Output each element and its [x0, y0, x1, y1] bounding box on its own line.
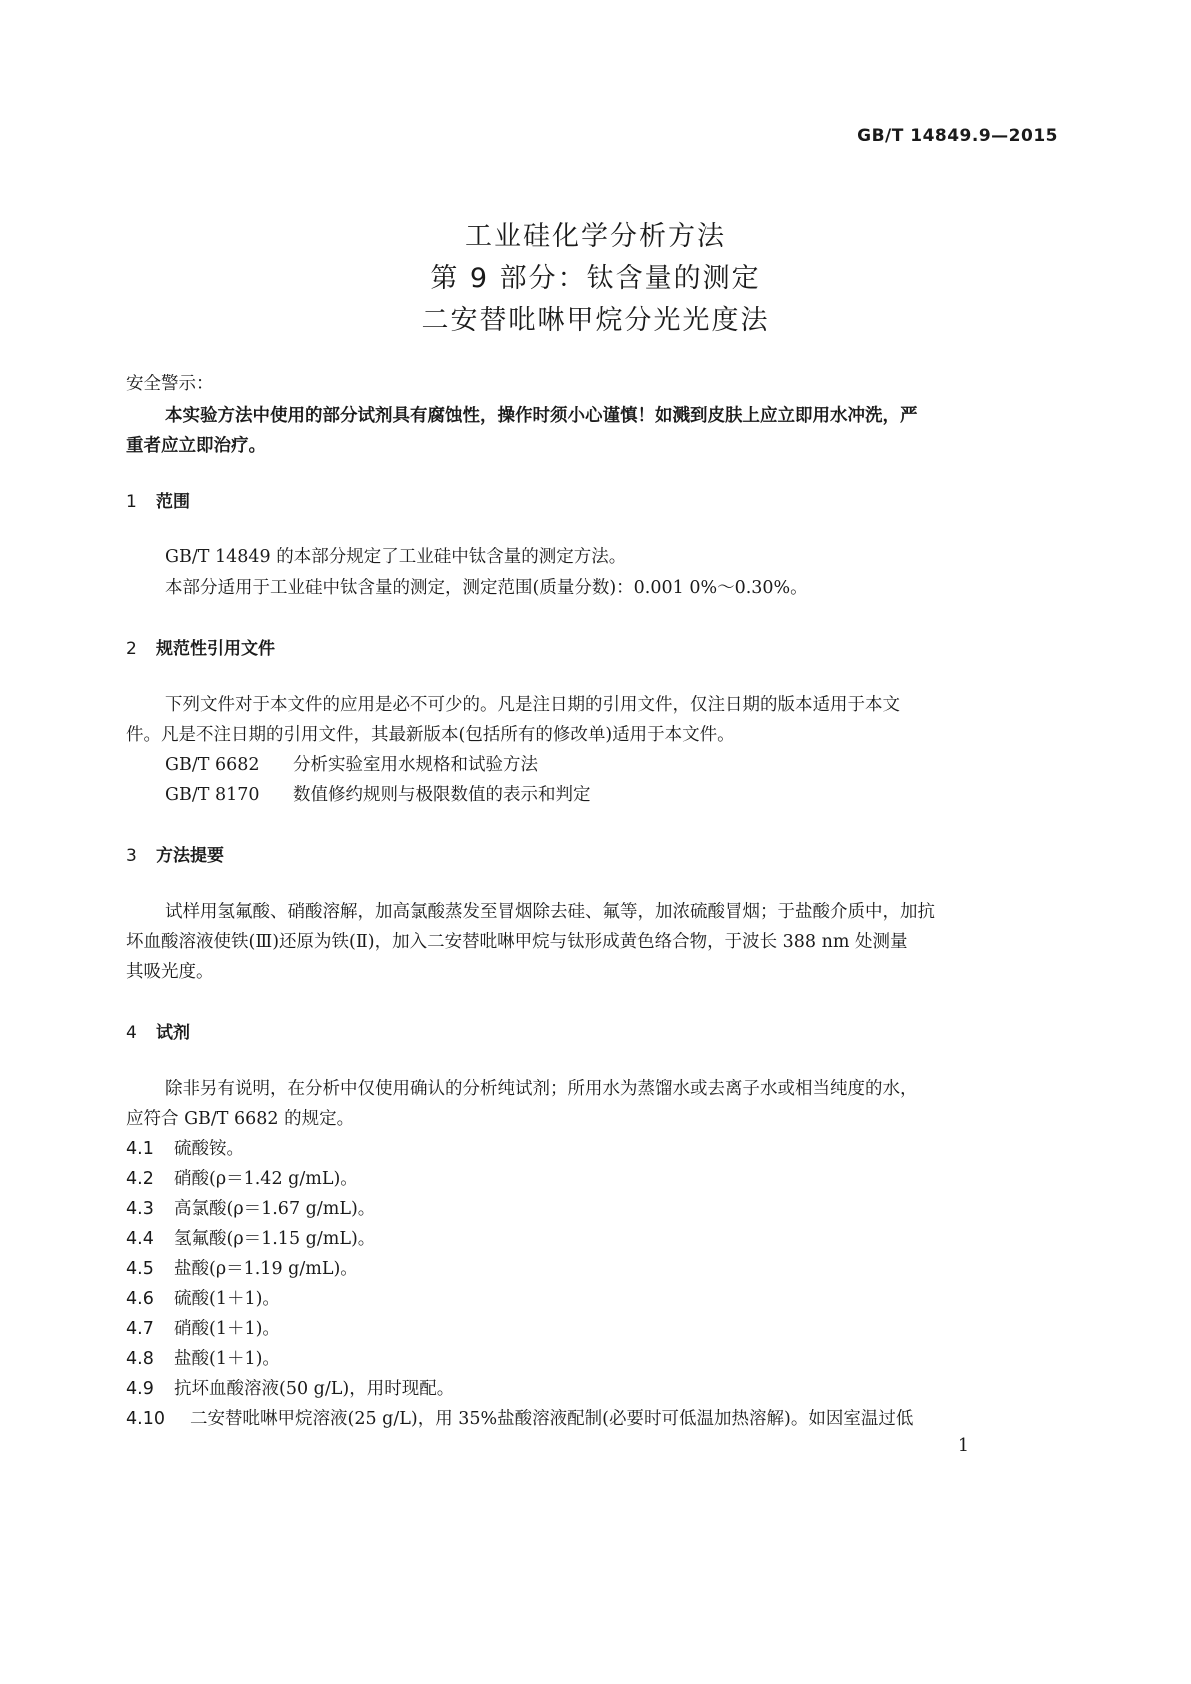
reagent-number: 4.1 [126, 1139, 154, 1159]
section-number: 4 [126, 1023, 137, 1043]
warning-line-2: 重者应立即治疗。 [126, 436, 266, 456]
section-2-paragraph-line-2: 件。凡是不注日期的引用文件，其最新版本(包括所有的修改单)适用于本文件。 [126, 725, 735, 745]
reagent-number: 4.3 [126, 1199, 154, 1219]
section-4-line-2: 应符合 GB/T 6682 的规定。 [126, 1109, 355, 1129]
title-line-3: 二安替吡啉甲烷分光光度法 [421, 305, 770, 336]
section-3-heading [126, 841, 224, 866]
title-line-2: 第 9 部分：钛含量的测定 [430, 263, 761, 294]
reagent-number: 4.8 [126, 1349, 154, 1369]
title-line-1: 工业硅化学分析方法 [465, 221, 726, 252]
reagent-item [126, 1195, 375, 1220]
section-number: 2 [126, 639, 137, 659]
section-4-heading [126, 1018, 190, 1043]
reagent-item [126, 1285, 280, 1310]
reagent-text: 高氯酸(ρ＝1.67 g/mL)。 [174, 1199, 376, 1219]
reagent-item [126, 1315, 280, 1340]
reagent-number: 4.4 [126, 1229, 154, 1249]
reference-title: 分析实验室用水规格和试验方法 [293, 755, 538, 775]
page-number: 1 [957, 1436, 969, 1456]
reagent-item [126, 1135, 244, 1160]
section-number: 1 [126, 492, 137, 512]
reagent-item [126, 1405, 913, 1430]
reagent-number: 4.9 [126, 1379, 154, 1399]
reagent-item [126, 1345, 280, 1370]
section-3-line-2: 坏血酸溶液使铁(Ⅲ)还原为铁(Ⅱ)，加入二安替吡啉甲烷与钛形成黄色络合物，于波长 388 nm 处测量 [126, 932, 908, 952]
section-title: 试剂 [156, 1023, 190, 1043]
reagent-text: 二安替吡啉甲烷溶液(25 g/L)，用 35%盐酸溶液配制(必要时可低温加热溶解)。如因室温过低 [190, 1409, 914, 1429]
section-3-line-3: 其吸光度。 [126, 962, 214, 982]
reagent-number: 4.6 [126, 1289, 154, 1309]
reagent-item [126, 1375, 454, 1400]
reagent-number: 4.5 [126, 1259, 154, 1279]
standard-code: GB/T 14849.9—2015 [857, 126, 1058, 146]
section-title: 规范性引用文件 [156, 639, 275, 659]
warning-line-1: 本实验方法中使用的部分试剂具有腐蚀性，操作时须小心谨慎！如溅到皮肤上应立即用水冲洗，严 [165, 406, 918, 426]
reference-item [165, 751, 538, 776]
section-2-heading [126, 634, 275, 659]
section-number: 3 [126, 846, 137, 866]
reference-code: GB/T 6682 [165, 755, 260, 775]
reagent-text: 硝酸(1＋1)。 [174, 1319, 280, 1339]
reference-code: GB/T 8170 [165, 785, 260, 805]
reference-title: 数值修约规则与极限数值的表示和判定 [293, 785, 591, 805]
section-title: 范围 [156, 492, 190, 512]
reagent-item [126, 1165, 358, 1190]
reagent-item [126, 1255, 358, 1280]
warning-label: 安全警示： [126, 374, 214, 394]
section-title: 方法提要 [156, 846, 224, 866]
reagent-number: 4.2 [126, 1169, 154, 1189]
section-4-line-1: 除非另有说明，在分析中仅使用确认的分析纯试剂；所用水为蒸馏水或去离子水或相当纯度的水， [165, 1079, 918, 1099]
reagent-number: 4.7 [126, 1319, 154, 1339]
reagent-text: 盐酸(1＋1)。 [174, 1349, 280, 1369]
reagent-text: 盐酸(ρ＝1.19 g/mL)。 [174, 1259, 358, 1279]
section-1-paragraph-1: GB/T 14849 的本部分规定了工业硅中钛含量的测定方法。 [165, 547, 627, 567]
reagent-text: 抗坏血酸溶液(50 g/L)，用时现配。 [174, 1379, 455, 1399]
reagent-text: 硫酸铵。 [174, 1139, 244, 1159]
section-1-paragraph-2: 本部分适用于工业硅中钛含量的测定，测定范围(质量分数)：0.001 0%～0.30%。 [165, 578, 808, 598]
section-2-paragraph-line-1: 下列文件对于本文件的应用是必不可少的。凡是注日期的引用文件，仅注日期的版本适用于本文 [165, 695, 900, 715]
section-1-heading [126, 487, 190, 512]
reagent-text: 硝酸(ρ＝1.42 g/mL)。 [174, 1169, 358, 1189]
reagent-number: 4.10 [126, 1409, 165, 1429]
reference-item [165, 781, 591, 806]
section-3-line-1: 试样用氢氟酸、硝酸溶解，加高氯酸蒸发至冒烟除去硅、氟等，加浓硫酸冒烟；于盐酸介质中，加抗 [165, 902, 935, 922]
reagent-item [126, 1225, 375, 1250]
reagent-text: 氢氟酸(ρ＝1.15 g/mL)。 [174, 1229, 376, 1249]
reagent-text: 硫酸(1＋1)。 [174, 1289, 280, 1309]
